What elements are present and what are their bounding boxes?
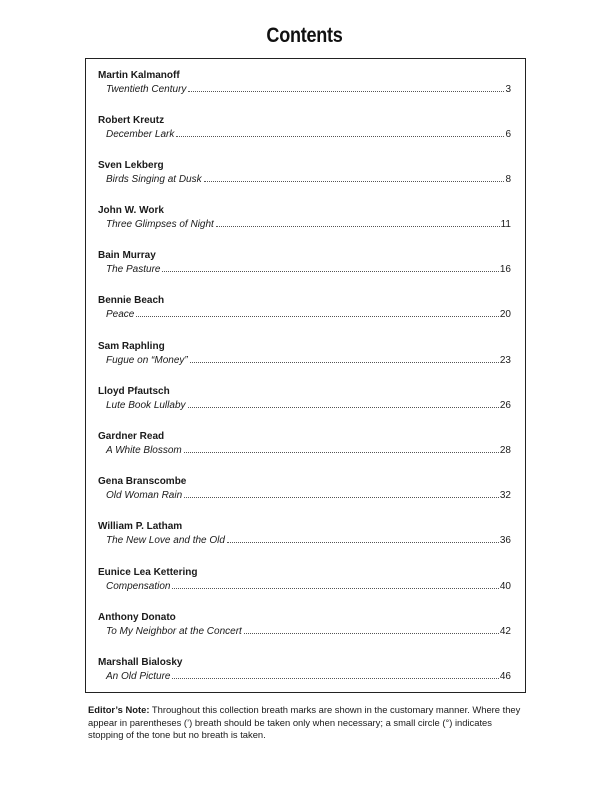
work-title: The New Love and the Old: [106, 535, 225, 546]
composer-name: Bain Murray: [98, 250, 156, 261]
dot-leader: [172, 678, 498, 679]
composer-name: Martin Kalmanoff: [98, 70, 180, 81]
work-line: [98, 129, 511, 141]
page-number: 11: [500, 219, 511, 230]
work-line: [98, 174, 511, 186]
toc-entry: [98, 657, 511, 683]
dot-leader: [172, 588, 498, 589]
dot-leader: [184, 452, 499, 453]
work-title: Birds Singing at Dusk: [106, 174, 202, 185]
dot-leader: [176, 136, 504, 137]
composer-name: Sam Raphling: [98, 341, 165, 352]
page-number: 42: [499, 626, 511, 637]
toc-entry: [98, 341, 511, 367]
toc-entry: [98, 70, 511, 96]
work-title: Peace: [106, 309, 135, 320]
work-line: [98, 535, 511, 547]
dot-leader: [136, 316, 499, 317]
work-title: December Lark: [106, 129, 175, 140]
dot-leader: [188, 91, 504, 92]
toc-entry: [98, 160, 511, 186]
dot-leader: [204, 181, 505, 182]
dot-leader: [162, 271, 498, 272]
composer-name: Anthony Donato: [98, 612, 176, 623]
work-line: [98, 626, 511, 638]
page-number: 32: [499, 490, 511, 501]
page-number: 26: [499, 400, 511, 411]
work-title: Twentieth Century: [106, 84, 187, 95]
composer-name: John W. Work: [98, 205, 164, 216]
toc-entry: [98, 295, 511, 321]
page-number: 8: [505, 174, 511, 185]
toc-entry: [98, 521, 511, 547]
composer-name: Bennie Beach: [98, 295, 165, 306]
composer-name: William P. Latham: [98, 521, 183, 532]
composer-name: Marshall Bialosky: [98, 657, 183, 668]
work-title: Compensation: [106, 581, 171, 592]
dot-leader: [184, 497, 499, 498]
composer-name: Gardner Read: [98, 431, 165, 442]
page-number: 3: [505, 84, 511, 95]
composer-name: Sven Lekberg: [98, 160, 164, 171]
editors-note-label: Editor’s Note:: [88, 704, 150, 715]
page-number: 23: [499, 355, 511, 366]
dot-leader: [216, 226, 500, 227]
toc-entry: [98, 476, 511, 502]
work-title: Fugue on “Money”: [106, 355, 188, 366]
work-line: [98, 581, 511, 593]
page-number: 6: [505, 129, 511, 140]
work-title: Three Glimpses of Night: [106, 219, 214, 230]
work-line: [98, 355, 511, 367]
page-title: Contents: [266, 24, 343, 47]
work-title: A White Blossom: [106, 445, 182, 456]
toc-entry: [98, 115, 511, 141]
work-line: [98, 264, 511, 276]
dot-leader: [244, 633, 499, 634]
work-line: [98, 219, 511, 231]
toc-entry: [98, 567, 511, 593]
work-title: An Old Picture: [106, 671, 171, 682]
work-line: [98, 445, 511, 457]
work-line: [98, 309, 511, 321]
page-number: 40: [499, 581, 511, 592]
dot-leader: [188, 407, 499, 408]
work-line: [98, 671, 511, 683]
table-of-contents: [85, 58, 526, 693]
editors-note-text: Throughout this collection breath marks are shown in the customary manner. Where they appear in parentheses (’) breath should be taken only when necessary; a small circle (°) indicates stopping of the tone but no breath is taken.: [88, 704, 521, 741]
work-line: [98, 84, 511, 96]
work-title: To My Neighbor at the Concert: [106, 626, 242, 637]
work-title: Lute Book Lullaby: [106, 400, 186, 411]
work-title: The Pasture: [106, 264, 161, 275]
composer-name: Gena Branscombe: [98, 476, 187, 487]
work-title: Old Woman Rain: [106, 490, 183, 501]
page-number: 46: [499, 671, 511, 682]
page-number: 20: [499, 309, 511, 320]
toc-entry: [98, 250, 511, 276]
editors-note: [88, 704, 524, 742]
toc-entry: [98, 205, 511, 231]
work-line: [98, 490, 511, 502]
page-number: 16: [499, 264, 511, 275]
composer-name: Lloyd Pfautsch: [98, 386, 170, 397]
dot-leader: [190, 362, 499, 363]
toc-entry: [98, 612, 511, 638]
dot-leader: [227, 542, 499, 543]
page-number: 28: [499, 445, 511, 456]
toc-entry: [98, 431, 511, 457]
page-number: 36: [499, 535, 511, 546]
work-line: [98, 400, 511, 412]
toc-entry: [98, 386, 511, 412]
composer-name: Robert Kreutz: [98, 115, 165, 126]
composer-name: Eunice Lea Kettering: [98, 567, 198, 578]
